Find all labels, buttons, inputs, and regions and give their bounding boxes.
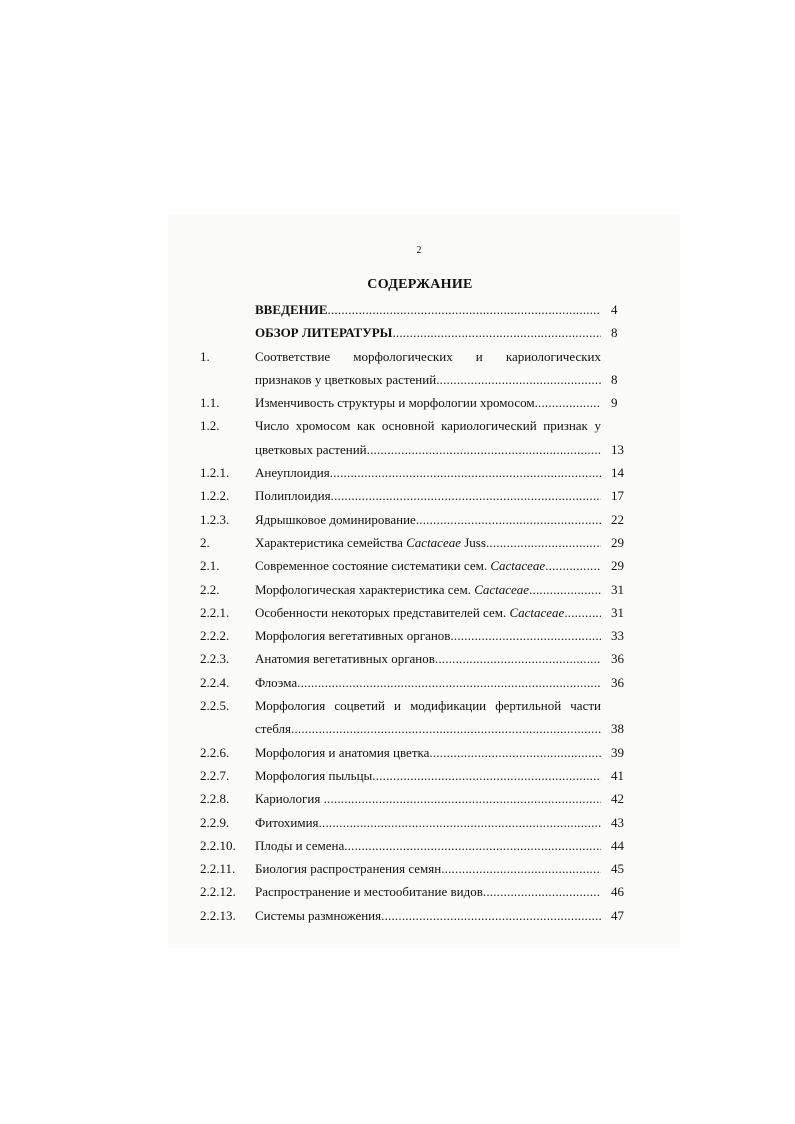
leader-dots bbox=[429, 741, 601, 764]
toc-entry-2-2-4[interactable] bbox=[200, 671, 630, 694]
entry-page: 42 bbox=[611, 791, 624, 807]
toc-entry-1[interactable] bbox=[200, 345, 630, 392]
toc-entry-2-2-11[interactable] bbox=[200, 857, 630, 880]
entry-title-word: у bbox=[594, 418, 601, 434]
toc-entry-2-2-6[interactable] bbox=[200, 741, 630, 764]
entry-title-word: морфологических bbox=[353, 348, 453, 364]
toc-entry-2[interactable] bbox=[200, 531, 630, 554]
entry-title: Изменчивость структуры и морфологии хромосом bbox=[255, 395, 535, 411]
toc-entry-2-2-3[interactable] bbox=[200, 647, 630, 670]
entry-number: 2.2.6. bbox=[200, 744, 230, 760]
toc-entry-review[interactable] bbox=[200, 321, 630, 344]
entry-number: 2.2.8. bbox=[200, 791, 230, 807]
entry-number: 2.2.11. bbox=[200, 861, 236, 877]
taxon-name: Cactaceae bbox=[509, 604, 565, 620]
leader-dots bbox=[344, 834, 601, 857]
toc-entry-2-1[interactable] bbox=[200, 554, 630, 577]
entry-title: Анеуплоидия bbox=[255, 465, 330, 481]
table-of-contents bbox=[200, 298, 630, 927]
leader-dots bbox=[535, 391, 601, 414]
entry-title: Морфология и анатомия цветка bbox=[255, 744, 430, 760]
leader-dots bbox=[564, 601, 601, 624]
taxon-name: Cactaceae bbox=[406, 534, 461, 550]
entry-title: Полиплоидия bbox=[255, 488, 331, 504]
entry-page: 39 bbox=[611, 744, 624, 760]
leader-dots bbox=[450, 624, 601, 647]
entry-title-word: и bbox=[394, 698, 401, 714]
entry-page: 45 bbox=[611, 861, 624, 877]
toc-entry-1-2[interactable] bbox=[200, 414, 630, 461]
entry-title-word: Число bbox=[255, 418, 290, 434]
entry-number: 2.2.3. bbox=[200, 651, 230, 667]
entry-page: 31 bbox=[611, 604, 624, 620]
entry-title: Флоэма bbox=[255, 674, 298, 690]
entry-title: Распространение и местообитание видов bbox=[255, 884, 483, 900]
entry-number: 2.2.4. bbox=[200, 674, 230, 690]
entry-number: 2. bbox=[200, 534, 210, 550]
page-number: 2 bbox=[416, 245, 422, 256]
entry-page: 38 bbox=[611, 721, 624, 737]
toc-entry-2-2-7[interactable] bbox=[200, 764, 630, 787]
entry-page: 14 bbox=[611, 465, 624, 481]
entry-title: ВВЕДЕНИЕ bbox=[255, 302, 328, 317]
toc-entry-2-2-12[interactable] bbox=[200, 880, 630, 903]
entry-title-word: Соответствие bbox=[255, 348, 331, 364]
leader-dots bbox=[529, 578, 601, 601]
toc-entry-1-2-3[interactable] bbox=[200, 508, 630, 531]
entry-title: Морфология пыльцы bbox=[255, 767, 373, 783]
entry-page: 33 bbox=[611, 628, 624, 644]
entry-number: 1.2.1. bbox=[200, 465, 230, 481]
entry-page: 44 bbox=[611, 837, 624, 853]
leader-dots bbox=[441, 857, 601, 880]
entry-title: Кариология bbox=[255, 791, 324, 807]
entry-title-word: признак bbox=[543, 418, 588, 434]
entry-title: Анатомия вегетативных органов bbox=[255, 651, 435, 667]
entry-number: 1. bbox=[200, 348, 210, 364]
entry-page: 29 bbox=[611, 558, 624, 574]
entry-title: Характеристика семейства Cactaceae Juss bbox=[255, 534, 486, 550]
leader-dots bbox=[545, 554, 601, 577]
leader-dots bbox=[331, 484, 601, 507]
entry-title: Системы размножения bbox=[255, 907, 382, 923]
entry-number: 2.2.12. bbox=[200, 884, 236, 900]
leader-dots bbox=[486, 531, 601, 554]
entry-title-word: и bbox=[475, 348, 483, 364]
entry-title: Современное состояние систематики сем. Cactaceae bbox=[255, 558, 546, 574]
toc-entry-1-2-1[interactable] bbox=[200, 461, 630, 484]
entry-page: 47 bbox=[611, 907, 624, 923]
entry-title-word: модификации bbox=[410, 698, 487, 714]
entry-title: признаков у цветковых растений bbox=[255, 371, 437, 387]
entry-title: стебля bbox=[255, 721, 291, 737]
entry-title: Плоды и семена bbox=[255, 837, 345, 853]
toc-entry-intro[interactable] bbox=[200, 298, 630, 321]
leader-dots bbox=[324, 787, 601, 810]
entry-page: 8 bbox=[611, 325, 618, 341]
entry-page: 41 bbox=[611, 767, 624, 783]
toc-entry-2-2-9[interactable] bbox=[200, 811, 630, 834]
toc-entry-2-2-13[interactable] bbox=[200, 904, 630, 927]
entry-title: Морфологическая характеристика сем. Cactaceae bbox=[255, 581, 530, 597]
toc-entry-2-2[interactable] bbox=[200, 578, 630, 601]
entry-number: 1.2.3. bbox=[200, 511, 230, 527]
toc-entry-2-2-5[interactable] bbox=[200, 694, 630, 741]
taxon-name: Cactaceae bbox=[490, 558, 546, 574]
entry-title: Ядрышковое доминирование bbox=[255, 511, 416, 527]
leader-dots bbox=[483, 880, 601, 903]
leader-dots bbox=[330, 461, 601, 484]
leader-dots bbox=[328, 298, 601, 321]
entry-title: Морфология вегетативных органов bbox=[255, 628, 451, 644]
entry-number: 2.2.5. bbox=[200, 698, 230, 714]
leader-dots bbox=[291, 717, 601, 740]
entry-number: 2.2.2. bbox=[200, 628, 230, 644]
entry-title: ОБЗОР ЛИТЕРАТУРЫ bbox=[255, 325, 393, 341]
entry-number: 2.2.7. bbox=[200, 767, 230, 783]
toc-entry-2-2-8[interactable] bbox=[200, 787, 630, 810]
entry-page: 8 bbox=[611, 371, 618, 387]
entry-number: 2.2.9. bbox=[200, 814, 230, 830]
entry-page: 22 bbox=[611, 511, 624, 527]
entry-number: 2.2.1. bbox=[200, 604, 230, 620]
leader-dots bbox=[372, 764, 601, 787]
toc-entry-2-2-1[interactable] bbox=[200, 601, 630, 624]
leader-dots bbox=[392, 321, 601, 344]
entry-page: 13 bbox=[611, 441, 624, 457]
page-title: СОДЕРЖАНИЕ bbox=[367, 277, 473, 292]
entry-page: 36 bbox=[611, 651, 624, 667]
taxon-name: Cactaceae bbox=[474, 581, 530, 597]
entry-number: 2.2. bbox=[200, 581, 220, 597]
entry-number: 1.1. bbox=[200, 395, 220, 411]
leader-dots bbox=[319, 811, 601, 834]
leader-dots bbox=[436, 368, 601, 391]
entry-page: 43 bbox=[611, 814, 624, 830]
entry-title-word: фертильной bbox=[495, 698, 562, 714]
entry-title-word: части bbox=[570, 698, 601, 714]
entry-page: 9 bbox=[611, 395, 618, 411]
entry-title: Фитохимия bbox=[255, 814, 319, 830]
toc-entry-1-1[interactable] bbox=[200, 391, 630, 414]
entry-page: 17 bbox=[611, 488, 624, 504]
entry-title-word: Морфология bbox=[255, 698, 326, 714]
leader-dots bbox=[367, 438, 601, 461]
entry-title-word: основной bbox=[381, 418, 435, 434]
entry-number: 1.2. bbox=[200, 418, 220, 434]
toc-entry-2-2-10[interactable] bbox=[200, 834, 630, 857]
entry-title-word: как bbox=[356, 418, 376, 434]
entry-number: 2.1. bbox=[200, 558, 220, 574]
entry-number: 1.2.2. bbox=[200, 488, 230, 504]
entry-page: 46 bbox=[611, 884, 624, 900]
leader-dots bbox=[381, 904, 601, 927]
leader-dots bbox=[297, 671, 601, 694]
entry-title-word: соцветий bbox=[334, 698, 385, 714]
leader-dots bbox=[435, 647, 601, 670]
entry-title-word: кариологический bbox=[441, 418, 537, 434]
entry-page: 29 bbox=[611, 534, 624, 550]
entry-title-word: кариологических bbox=[505, 348, 601, 364]
entry-title-word: хромосом bbox=[295, 418, 351, 434]
entry-number: 2.2.13. bbox=[200, 907, 236, 923]
entry-page: 31 bbox=[611, 581, 624, 597]
entry-number: 2.2.10. bbox=[200, 837, 236, 853]
entry-title: цветковых растений bbox=[255, 441, 367, 457]
entry-title: Особенности некоторых представителей сем. Cactaceae bbox=[255, 604, 565, 620]
entry-page: 4 bbox=[611, 302, 618, 317]
toc-entry-2-2-2[interactable] bbox=[200, 624, 630, 647]
toc-entry-1-2-2[interactable] bbox=[200, 484, 630, 507]
entry-title: Биология распространения семян bbox=[255, 861, 442, 877]
entry-page: 36 bbox=[611, 674, 624, 690]
leader-dots bbox=[416, 508, 601, 531]
